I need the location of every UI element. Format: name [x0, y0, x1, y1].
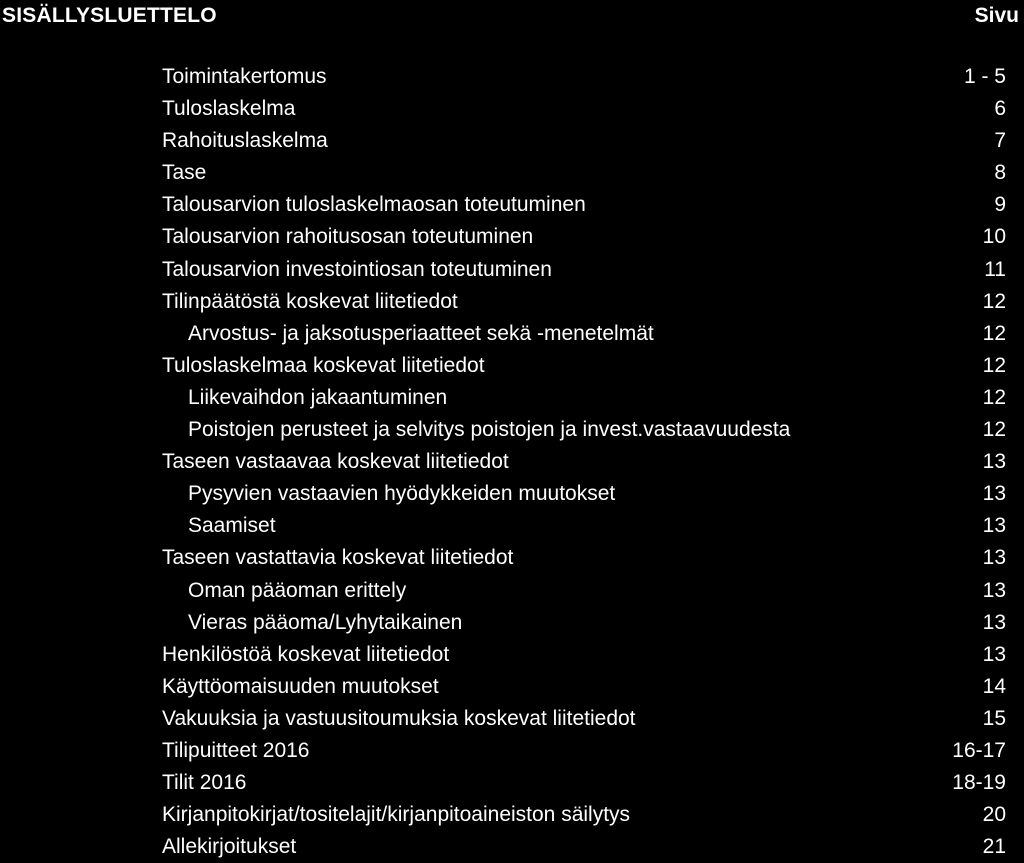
toc-entry-page: 13 — [982, 546, 1006, 570]
toc-entry-title: Tase — [162, 161, 207, 185]
toc-entry-page: 6 — [994, 97, 1006, 121]
toc-entry-title: Käyttöomaisuuden muutokset — [162, 674, 439, 698]
toc-entry[interactable] — [0, 286, 1024, 318]
toc-entry[interactable] — [0, 639, 1024, 671]
toc-entry-page: 21 — [982, 835, 1006, 859]
toc-entry-title: Talousarvion rahoitusosan toteutuminen — [162, 225, 534, 249]
toc-entry[interactable] — [0, 671, 1024, 703]
toc-entry-page: 1 - 5 — [963, 65, 1006, 88]
toc-entry-title: Vakuuksia ja vastuusitoumuksia koskevat liitetiedot — [162, 706, 636, 730]
toc-entry[interactable] — [0, 767, 1024, 799]
toc-entry[interactable] — [0, 735, 1024, 767]
toc-entry-page: 13 — [982, 578, 1006, 602]
toc-entry-page: 7 — [994, 129, 1006, 153]
toc-entry[interactable] — [0, 93, 1024, 125]
toc-entry-page: 12 — [982, 353, 1006, 377]
toc-entry[interactable] — [0, 799, 1024, 831]
toc-entry-title: Liikevaihdon jakaantuminen — [188, 385, 448, 409]
toc-entry-title: Talousarvion investointiosan toteutuminen — [162, 257, 552, 281]
toc-entry[interactable] — [0, 382, 1024, 414]
toc-entry-page: 13 — [982, 642, 1006, 666]
toc-entry-page: 12 — [982, 385, 1006, 409]
toc-entry-page: 13 — [982, 514, 1006, 538]
toc-entry-page: 11 — [984, 257, 1006, 281]
toc-entry[interactable] — [0, 510, 1024, 542]
toc-entry-page: 12 — [982, 321, 1006, 345]
toc-entry[interactable] — [0, 61, 1024, 93]
toc-entry-title: Arvostus- ja jaksotusperiaatteet sekä -menetelmät — [188, 321, 654, 345]
toc-entry[interactable] — [0, 575, 1024, 607]
toc-entry-page: 8 — [994, 161, 1006, 185]
toc-entry-page: 16-17 — [952, 738, 1006, 762]
toc-entry[interactable] — [0, 254, 1024, 286]
toc-entry-title: Poistojen perusteet ja selvitys poistojen ja invest.vastaavuudesta — [188, 418, 791, 442]
toc-entry-title: Tuloslaskelmaa koskevat liitetiedot — [162, 353, 485, 377]
toc-entry[interactable] — [0, 157, 1024, 189]
toc-entry-title: Taseen vastaavaa koskevat liitetiedot — [162, 450, 509, 474]
toc-entry-title: Toimintakertomus — [162, 65, 327, 88]
toc-entry-page: 13 — [982, 610, 1006, 634]
toc-entry-page: 9 — [994, 193, 1006, 217]
table-of-contents — [0, 61, 1024, 863]
toc-entry[interactable] — [0, 189, 1024, 221]
toc-entry-page: 14 — [982, 674, 1006, 698]
toc-entry-title: Saamiset — [188, 514, 276, 538]
toc-entry-title: Allekirjoitukset — [162, 835, 297, 859]
toc-entry[interactable] — [0, 125, 1024, 157]
toc-entry-page: 12 — [982, 418, 1006, 442]
toc-entry-page: 13 — [982, 450, 1006, 474]
toc-entry-title: Tilinpäätöstä koskevat liitetiedot — [162, 289, 458, 313]
toc-entry-page: 10 — [982, 225, 1006, 249]
toc-entry[interactable] — [0, 607, 1024, 639]
toc-entry-title: Talousarvion tuloslaskelmaosan toteutuminen — [162, 193, 586, 217]
toc-entry-page: 13 — [982, 482, 1006, 506]
toc-entry-page: 20 — [982, 803, 1006, 827]
toc-entry[interactable] — [0, 414, 1024, 446]
toc-entry-title: Henkilöstöä koskevat liitetiedot — [162, 642, 450, 666]
toc-entry[interactable] — [0, 318, 1024, 350]
toc-entry-page: 18-19 — [952, 771, 1006, 795]
toc-entry[interactable] — [0, 831, 1024, 863]
page-title: SISÄLLYSLUETTELO — [2, 4, 217, 27]
toc-entry[interactable] — [0, 703, 1024, 735]
toc-entry[interactable] — [0, 350, 1024, 382]
toc-entry[interactable] — [0, 542, 1024, 574]
toc-entry[interactable] — [0, 446, 1024, 478]
toc-entry-page: 15 — [982, 706, 1006, 730]
page-column-label: Sivu — [974, 4, 1019, 27]
toc-entry-page: 12 — [982, 289, 1006, 313]
toc-entry[interactable] — [0, 221, 1024, 253]
toc-entry-title: Kirjanpitokirjat/tositelajit/kirjanpitoaineiston säilytys — [162, 803, 631, 827]
toc-entry-title: Tilipuitteet 2016 — [162, 738, 310, 762]
toc-entry-title: Tuloslaskelma — [162, 97, 296, 121]
toc-entry-title: Rahoituslaskelma — [162, 129, 328, 153]
toc-entry-title: Vieras pääoma/Lyhytaikainen — [188, 610, 463, 634]
toc-entry-title: Tilit 2016 — [162, 771, 247, 795]
toc-entry-title: Taseen vastattavia koskevat liitetiedot — [162, 546, 514, 570]
toc-entry-title: Oman pääoman erittely — [188, 578, 407, 602]
document-header — [0, 4, 1024, 34]
toc-entry[interactable] — [0, 478, 1024, 510]
toc-entry-title: Pysyvien vastaavien hyödykkeiden muutokset — [188, 482, 616, 506]
